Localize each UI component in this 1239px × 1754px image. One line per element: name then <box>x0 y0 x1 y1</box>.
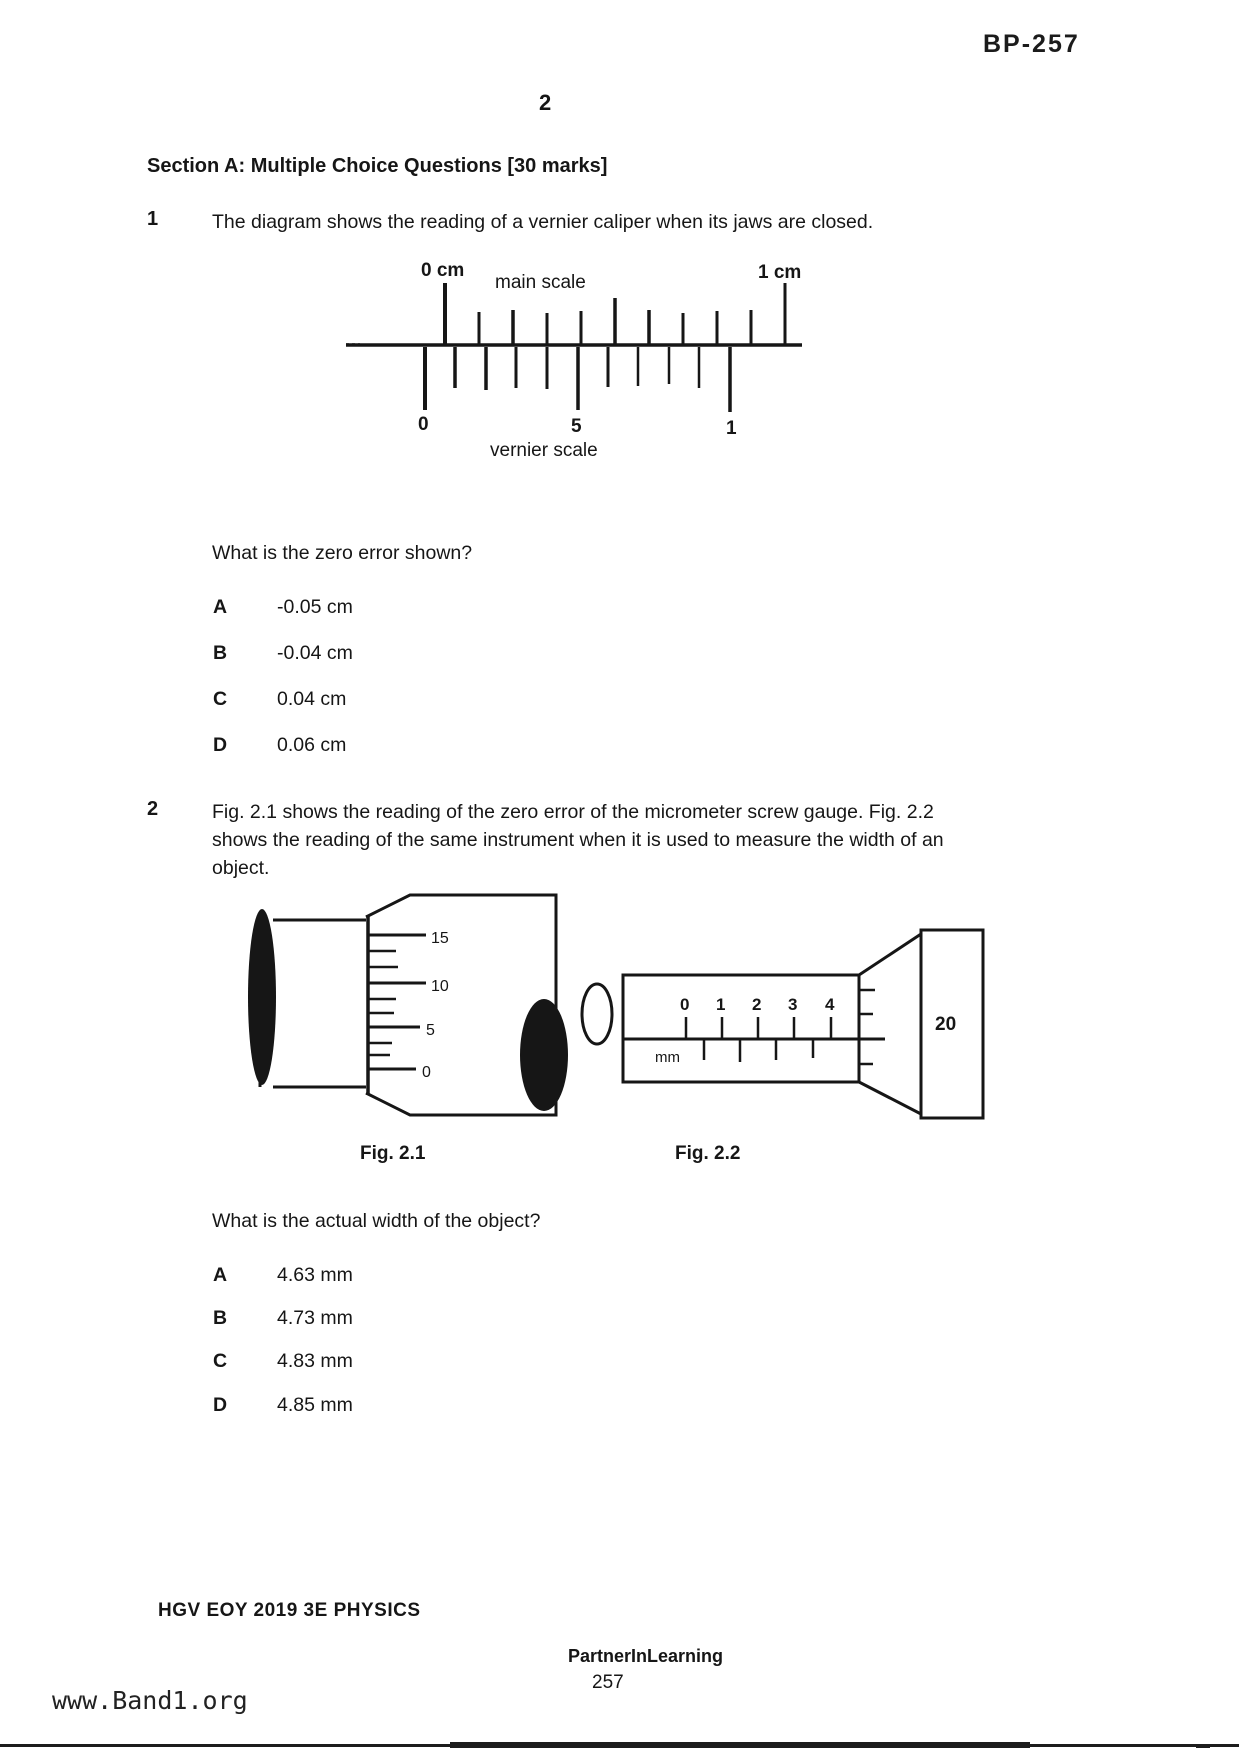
q2-option-a <box>213 1264 353 1287</box>
thimble-reading: 20 <box>935 1014 957 1035</box>
q1-option-c <box>213 688 346 711</box>
q1-option-d <box>213 734 346 757</box>
sleeve-unit-label: mm <box>655 1049 680 1066</box>
q2-option-b <box>213 1307 353 1330</box>
scale-baseline <box>346 344 802 345</box>
option-value: 4.73 mm <box>277 1307 353 1329</box>
frame-outline <box>260 895 556 1115</box>
thimble-number-5: 5 <box>426 1022 435 1039</box>
q1-stem: The diagram shows the reading of a vernier caliper when its jaws are closed. <box>212 211 874 233</box>
option-value: -0.04 cm <box>277 642 353 664</box>
footer-website: www.Band1.org <box>52 1686 248 1715</box>
footer-exam-ref: HGV EOY 2019 3E PHYSICS <box>158 1600 421 1621</box>
option-letter: B <box>213 1307 228 1329</box>
sleeve-number-1: 1 <box>716 995 726 1014</box>
option-value: 4.83 mm <box>277 1350 353 1372</box>
thimble-number-15: 15 <box>431 930 449 947</box>
scan-artifact-line-thick <box>450 1742 1030 1748</box>
option-letter: A <box>213 1264 228 1286</box>
document-ref: BP-257 <box>983 30 1080 58</box>
thimble-outline <box>859 930 983 1118</box>
q2-option-c <box>213 1350 353 1373</box>
vernier-caliper-diagram <box>338 260 813 465</box>
option-letter: D <box>213 1394 228 1416</box>
footer-brand: PartnerInLearning <box>568 1646 724 1666</box>
q2-question: What is the actual width of the object? <box>212 1210 541 1232</box>
thimble-number-0: 0 <box>422 1064 431 1081</box>
option-letter: C <box>213 688 228 710</box>
thimble-edge-ticks <box>859 990 875 1064</box>
vernier-scale-label: vernier scale <box>490 440 598 461</box>
footer-page-code: 257 <box>592 1672 624 1693</box>
fig-2-2-micrometer-diagram <box>555 862 1005 1122</box>
option-value: 0.04 cm <box>277 688 347 710</box>
option-letter: B <box>213 642 228 664</box>
q1-option-a <box>213 596 353 619</box>
option-value: -0.05 cm <box>277 596 353 618</box>
fig-2-2-caption: Fig. 2.2 <box>675 1143 741 1164</box>
q2-number: 2 <box>147 798 159 820</box>
option-letter: D <box>213 734 228 756</box>
section-title: Section A: Multiple Choice Questions [30 marks] <box>147 155 608 177</box>
main-scale-label: main scale <box>495 272 586 293</box>
scan-artifact-dot <box>1196 1744 1210 1748</box>
q1-option-b <box>213 642 353 665</box>
sleeve-number-0: 0 <box>680 995 690 1014</box>
option-letter: A <box>213 596 228 618</box>
main-scale-one-label: 1 cm <box>758 262 802 283</box>
vernier-five-label: 5 <box>571 416 582 437</box>
sleeve-main-ticks <box>686 1017 831 1039</box>
thimble-scale <box>368 915 426 1095</box>
page-number: 2 <box>539 90 552 115</box>
thimble-number-10: 10 <box>431 978 449 995</box>
main-scale-zero-label: 0 cm <box>421 260 465 281</box>
spindle-end <box>582 984 612 1044</box>
sleeve-number-3: 3 <box>788 995 798 1014</box>
q2-option-d <box>213 1394 353 1417</box>
q1-question: What is the zero error shown? <box>212 542 473 564</box>
vernier-scale-ticks <box>425 347 730 412</box>
option-letter: C <box>213 1350 228 1372</box>
vernier-zero-label: 0 <box>418 414 429 435</box>
spindle-dark-end <box>248 909 276 1085</box>
option-value: 0.06 cm <box>277 734 347 756</box>
sleeve-number-2: 2 <box>752 995 762 1014</box>
q2-stem: Fig. 2.1 shows the reading of the zero error of the micrometer screw gauge. Fig. 2.2 shows the reading of the same instrument when it is used to measure the width of an object. <box>212 801 944 879</box>
q1-number: 1 <box>147 208 159 230</box>
fig-2-1-caption: Fig. 2.1 <box>360 1143 426 1164</box>
vernier-ten-label: 1 <box>726 418 737 439</box>
sleeve-number-4: 4 <box>825 995 835 1014</box>
option-value: 4.85 mm <box>277 1394 353 1416</box>
sleeve-half-ticks <box>704 1039 813 1062</box>
fig-2-1-micrometer-diagram <box>238 885 568 1125</box>
option-value: 4.63 mm <box>277 1264 353 1286</box>
